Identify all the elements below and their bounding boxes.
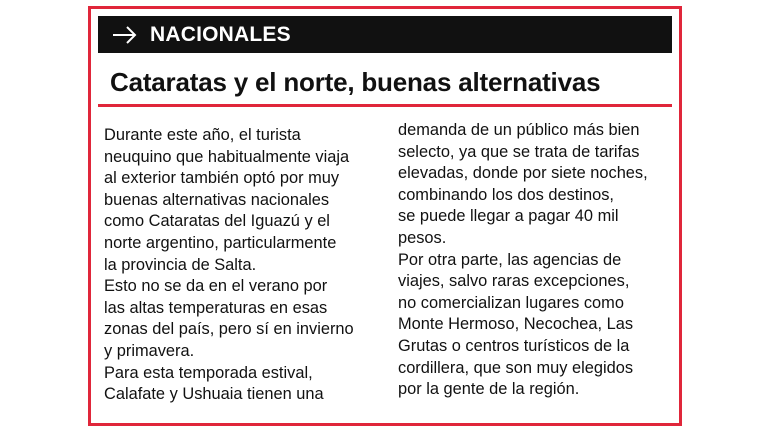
article-body (104, 121, 670, 406)
column-left (104, 125, 376, 406)
section-label: NACIONALES (150, 22, 291, 46)
paragraph: Esto no se da en el verano por las altas temperaturas en esas zonas del país, pero sí en invierno y primavera. (104, 277, 354, 360)
paragraph: demanda de un público más bien selecto, ya que se trata de tarifas elevadas, donde por siete noches, combinando los dos destinos, se puede llegar a pagar 40 mil pesos. (398, 121, 648, 247)
arrow-right-icon (112, 25, 138, 45)
paragraph: Por otra parte, las agencias de viajes, salvo raras excepciones, no comercializan lugares como Monte Hermoso, Necochea, Las Grutas o centros turísticos de la cordillera, que son muy elegidos por la gente de la región. (398, 250, 634, 399)
column-right (398, 120, 670, 406)
headline: Cataratas y el norte, buenas alternativas (110, 67, 601, 97)
headline-container (98, 60, 672, 107)
paragraph: Para esta temporada estival, Calafate y Ushuaia tienen una (104, 363, 324, 404)
news-box (88, 6, 682, 426)
section-bar (98, 16, 672, 53)
paragraph: Durante este año, el turista neuquino que habitualmente viaja al exterior también optó por muy buenas alternativas nacionales como Cataratas del Iguazú y el norte argentino, particularmente la provincia de Salta. (104, 126, 350, 274)
